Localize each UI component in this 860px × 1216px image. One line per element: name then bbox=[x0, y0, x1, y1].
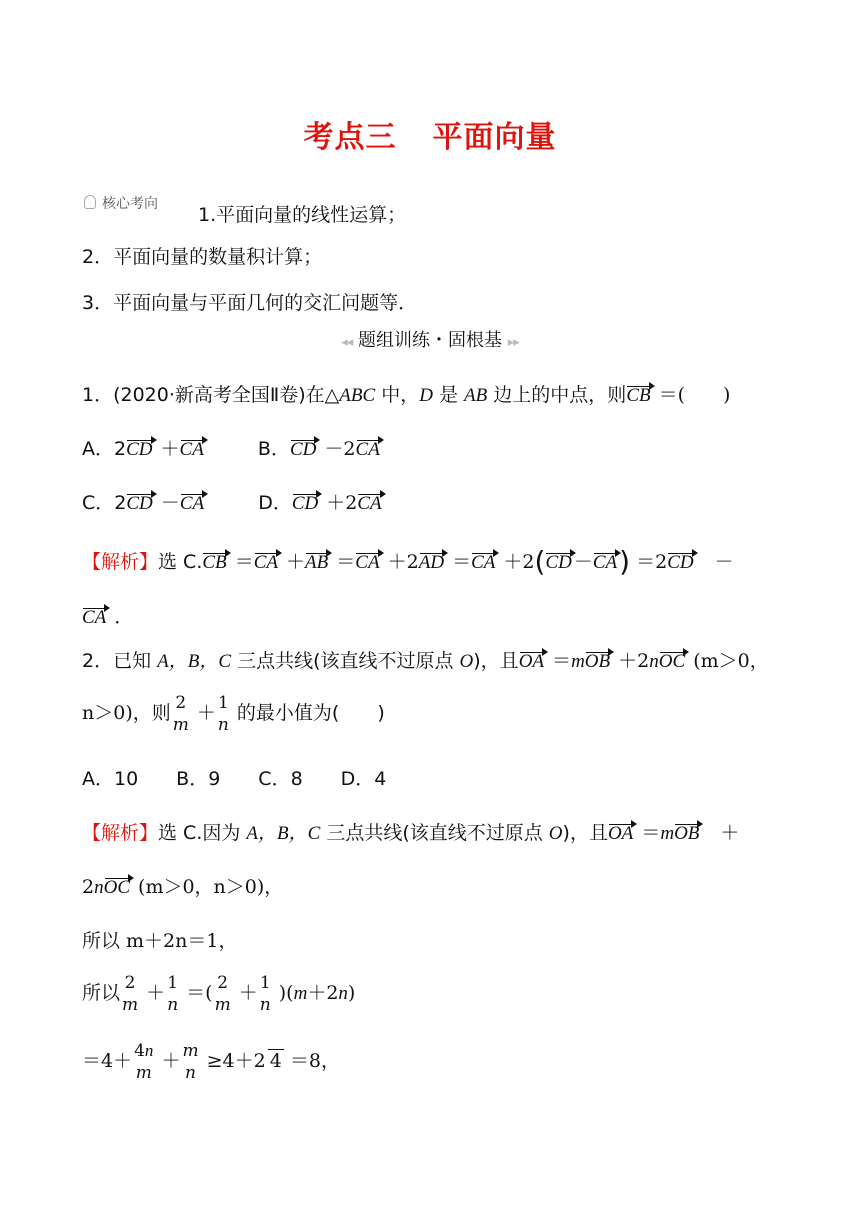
banner-text: 题组训练・固根基 bbox=[358, 330, 502, 351]
question-2: 2．已知 A，B，C 三点共线(该直线不过原点 O)，且OA ＝mOB ＋2nOC (m＞0， bbox=[82, 650, 769, 672]
core-item-1: 1.平面向量的线性运算； bbox=[198, 204, 407, 226]
banner-right-decoration: ▸▸ bbox=[507, 335, 519, 350]
title-part1: 考点三 bbox=[303, 120, 397, 155]
question-1-option-row-1: A．2CD ＋CA B．CD －2CA bbox=[82, 438, 380, 460]
core-item-3: 3．平面向量与平面几何的交汇问题等． bbox=[82, 292, 418, 314]
banner-left-decoration: ◂◂ bbox=[341, 335, 353, 350]
solution-label: 【解析】 bbox=[82, 551, 159, 573]
question-2-solution-cont: 2nOC (m＞0，n＞0)， bbox=[82, 876, 284, 898]
question-2-expand-line: 所以 2 m ＋ 1 n ＝( 2 m ＋ 1 n )(m＋2n) bbox=[82, 973, 356, 1015]
question-1-solution-cont: CA ． bbox=[82, 606, 134, 628]
question-2-result-line: ＝4＋ 4n m ＋ m n ≥4＋2 4 ＝8， bbox=[82, 1041, 340, 1083]
question-2-solution: 【解析】选 C.因为 A，B，C 三点共线(该直线不过原点 O)，且OA ＝mOB ＋ bbox=[82, 822, 740, 844]
question-1-solution: 【解析】选 C.CB ＝CA ＋AB ＝CA ＋2AD ＝CA ＋2(CD －CA) ＝2CD － bbox=[82, 545, 734, 578]
core-item-2: 2．平面向量的数量积计算； bbox=[82, 246, 323, 268]
question-2-options: A．10 B．9 C．8 D．4 bbox=[82, 768, 387, 790]
solution-label-2: 【解析】 bbox=[82, 822, 159, 844]
section-banner bbox=[0, 326, 860, 352]
question-2-cont: n＞0)，则 2 m ＋ 1 n 的最小值为( ) bbox=[82, 693, 385, 735]
lightbulb-icon bbox=[84, 195, 96, 209]
title-part2: 平面向量 bbox=[432, 120, 557, 155]
core-direction-label: 核心考向 bbox=[84, 193, 158, 213]
question-1: 1．(2020·新高考全国Ⅱ卷)在△ABC 中，D 是 AB 边上的中点，则CB ＝( ) bbox=[82, 384, 731, 406]
page-title bbox=[0, 112, 860, 156]
question-1-option-row-2: C．2CD －CA D．CD ＋2CA bbox=[82, 492, 382, 514]
question-2-sum-line: 所以 m＋2n＝1， bbox=[82, 930, 238, 952]
